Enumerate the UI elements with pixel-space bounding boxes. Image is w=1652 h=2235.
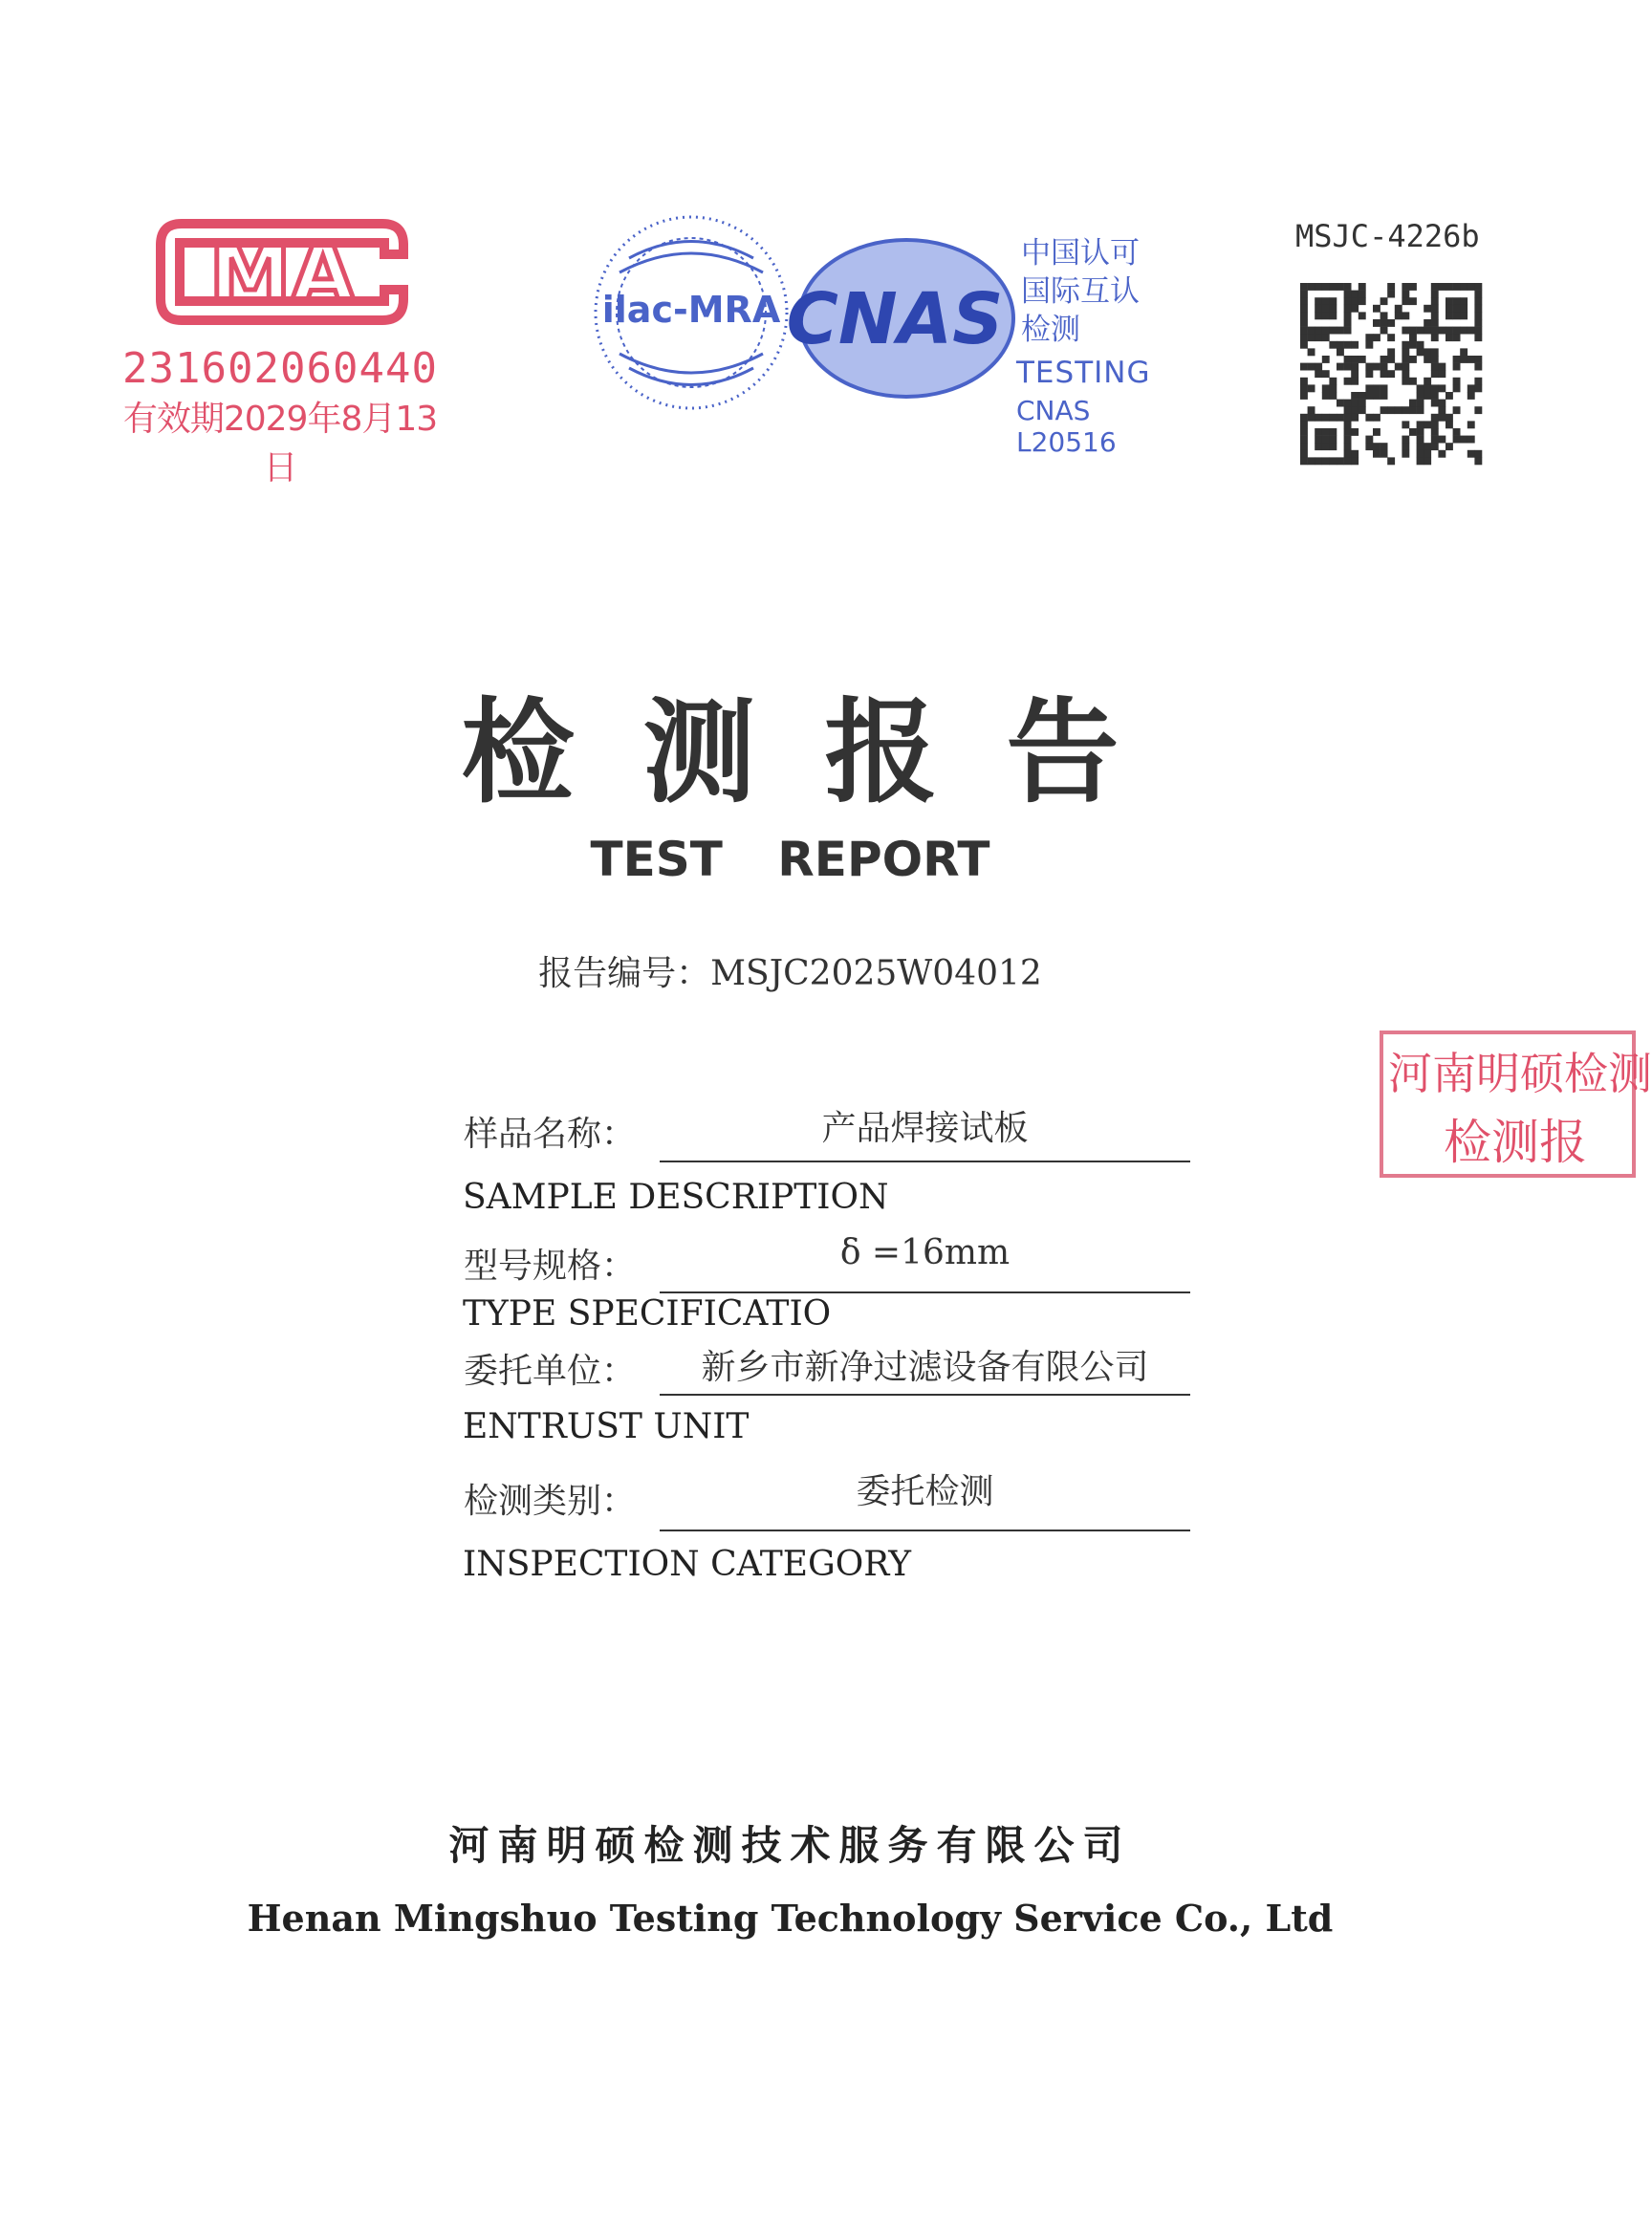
client-underline bbox=[660, 1394, 1190, 1396]
type-label-en: TYPE SPECIFICATIO bbox=[463, 1294, 832, 1334]
cma-logo-icon bbox=[143, 212, 421, 332]
svg-text:ilac-MRA: ilac-MRA bbox=[601, 289, 781, 331]
edge-stamp bbox=[1377, 1028, 1652, 1179]
company-name-cn: 河南明硕检测技术服务有限公司 bbox=[448, 1822, 1132, 1869]
category-underline bbox=[660, 1530, 1190, 1531]
category-label-cn: 检测类别： bbox=[464, 1482, 637, 1521]
report-title-cn: 检测报告 bbox=[461, 685, 1188, 818]
cnas-cn-lines: 中国认可 国际互认 检测 bbox=[1021, 236, 1140, 347]
type-label-cn: 型号规格： bbox=[464, 1247, 637, 1286]
company-name-en: Henan Mingshuo Testing Technology Service Co., Ltd bbox=[247, 1897, 1334, 1940]
ilac-mra-logo-icon bbox=[596, 217, 787, 408]
report-title-en: TEST REPORT bbox=[590, 832, 990, 887]
type-underline bbox=[660, 1291, 1190, 1293]
cnas-number: CNAS L20516 bbox=[1016, 395, 1117, 458]
sample-label-en: SAMPLE DESCRIPTION bbox=[463, 1178, 889, 1217]
cnas-testing-label: TESTING bbox=[1016, 356, 1151, 390]
sample-label-cn: 样品名称： bbox=[464, 1115, 637, 1154]
client-label-cn: 委托单位： bbox=[464, 1352, 637, 1391]
cma-number: 231602060440 bbox=[122, 344, 438, 393]
qr-code-icon bbox=[1300, 283, 1482, 465]
sample-underline bbox=[660, 1161, 1190, 1162]
cma-seal bbox=[122, 212, 438, 488]
cma-validity: 有效期2029年8月13日 bbox=[122, 400, 438, 488]
report-number: 报告编号：MSJC2025W04012 bbox=[538, 954, 1042, 993]
cnas-ilac-logos bbox=[591, 206, 1164, 458]
svg-text:CNAS: CNAS bbox=[786, 278, 1004, 360]
edge-stamp-line1: 河南明硕检测 bbox=[1388, 1048, 1652, 1099]
category-label-en: INSPECTION CATEGORY bbox=[463, 1545, 912, 1584]
svg-text:MA: MA bbox=[208, 226, 356, 321]
category-value: 委托检测 bbox=[856, 1472, 994, 1511]
document-serial: MSJC-4226b bbox=[1295, 218, 1480, 254]
sample-value: 产品焊接试板 bbox=[821, 1109, 1029, 1148]
cnas-logo-icon bbox=[787, 240, 1013, 397]
type-value: δ =16mm bbox=[839, 1233, 1011, 1272]
client-value: 新乡市新净过滤设备有限公司 bbox=[701, 1348, 1149, 1387]
client-label-en: ENTRUST UNIT bbox=[463, 1407, 750, 1446]
edge-stamp-line2: 检测报 bbox=[1444, 1115, 1587, 1170]
